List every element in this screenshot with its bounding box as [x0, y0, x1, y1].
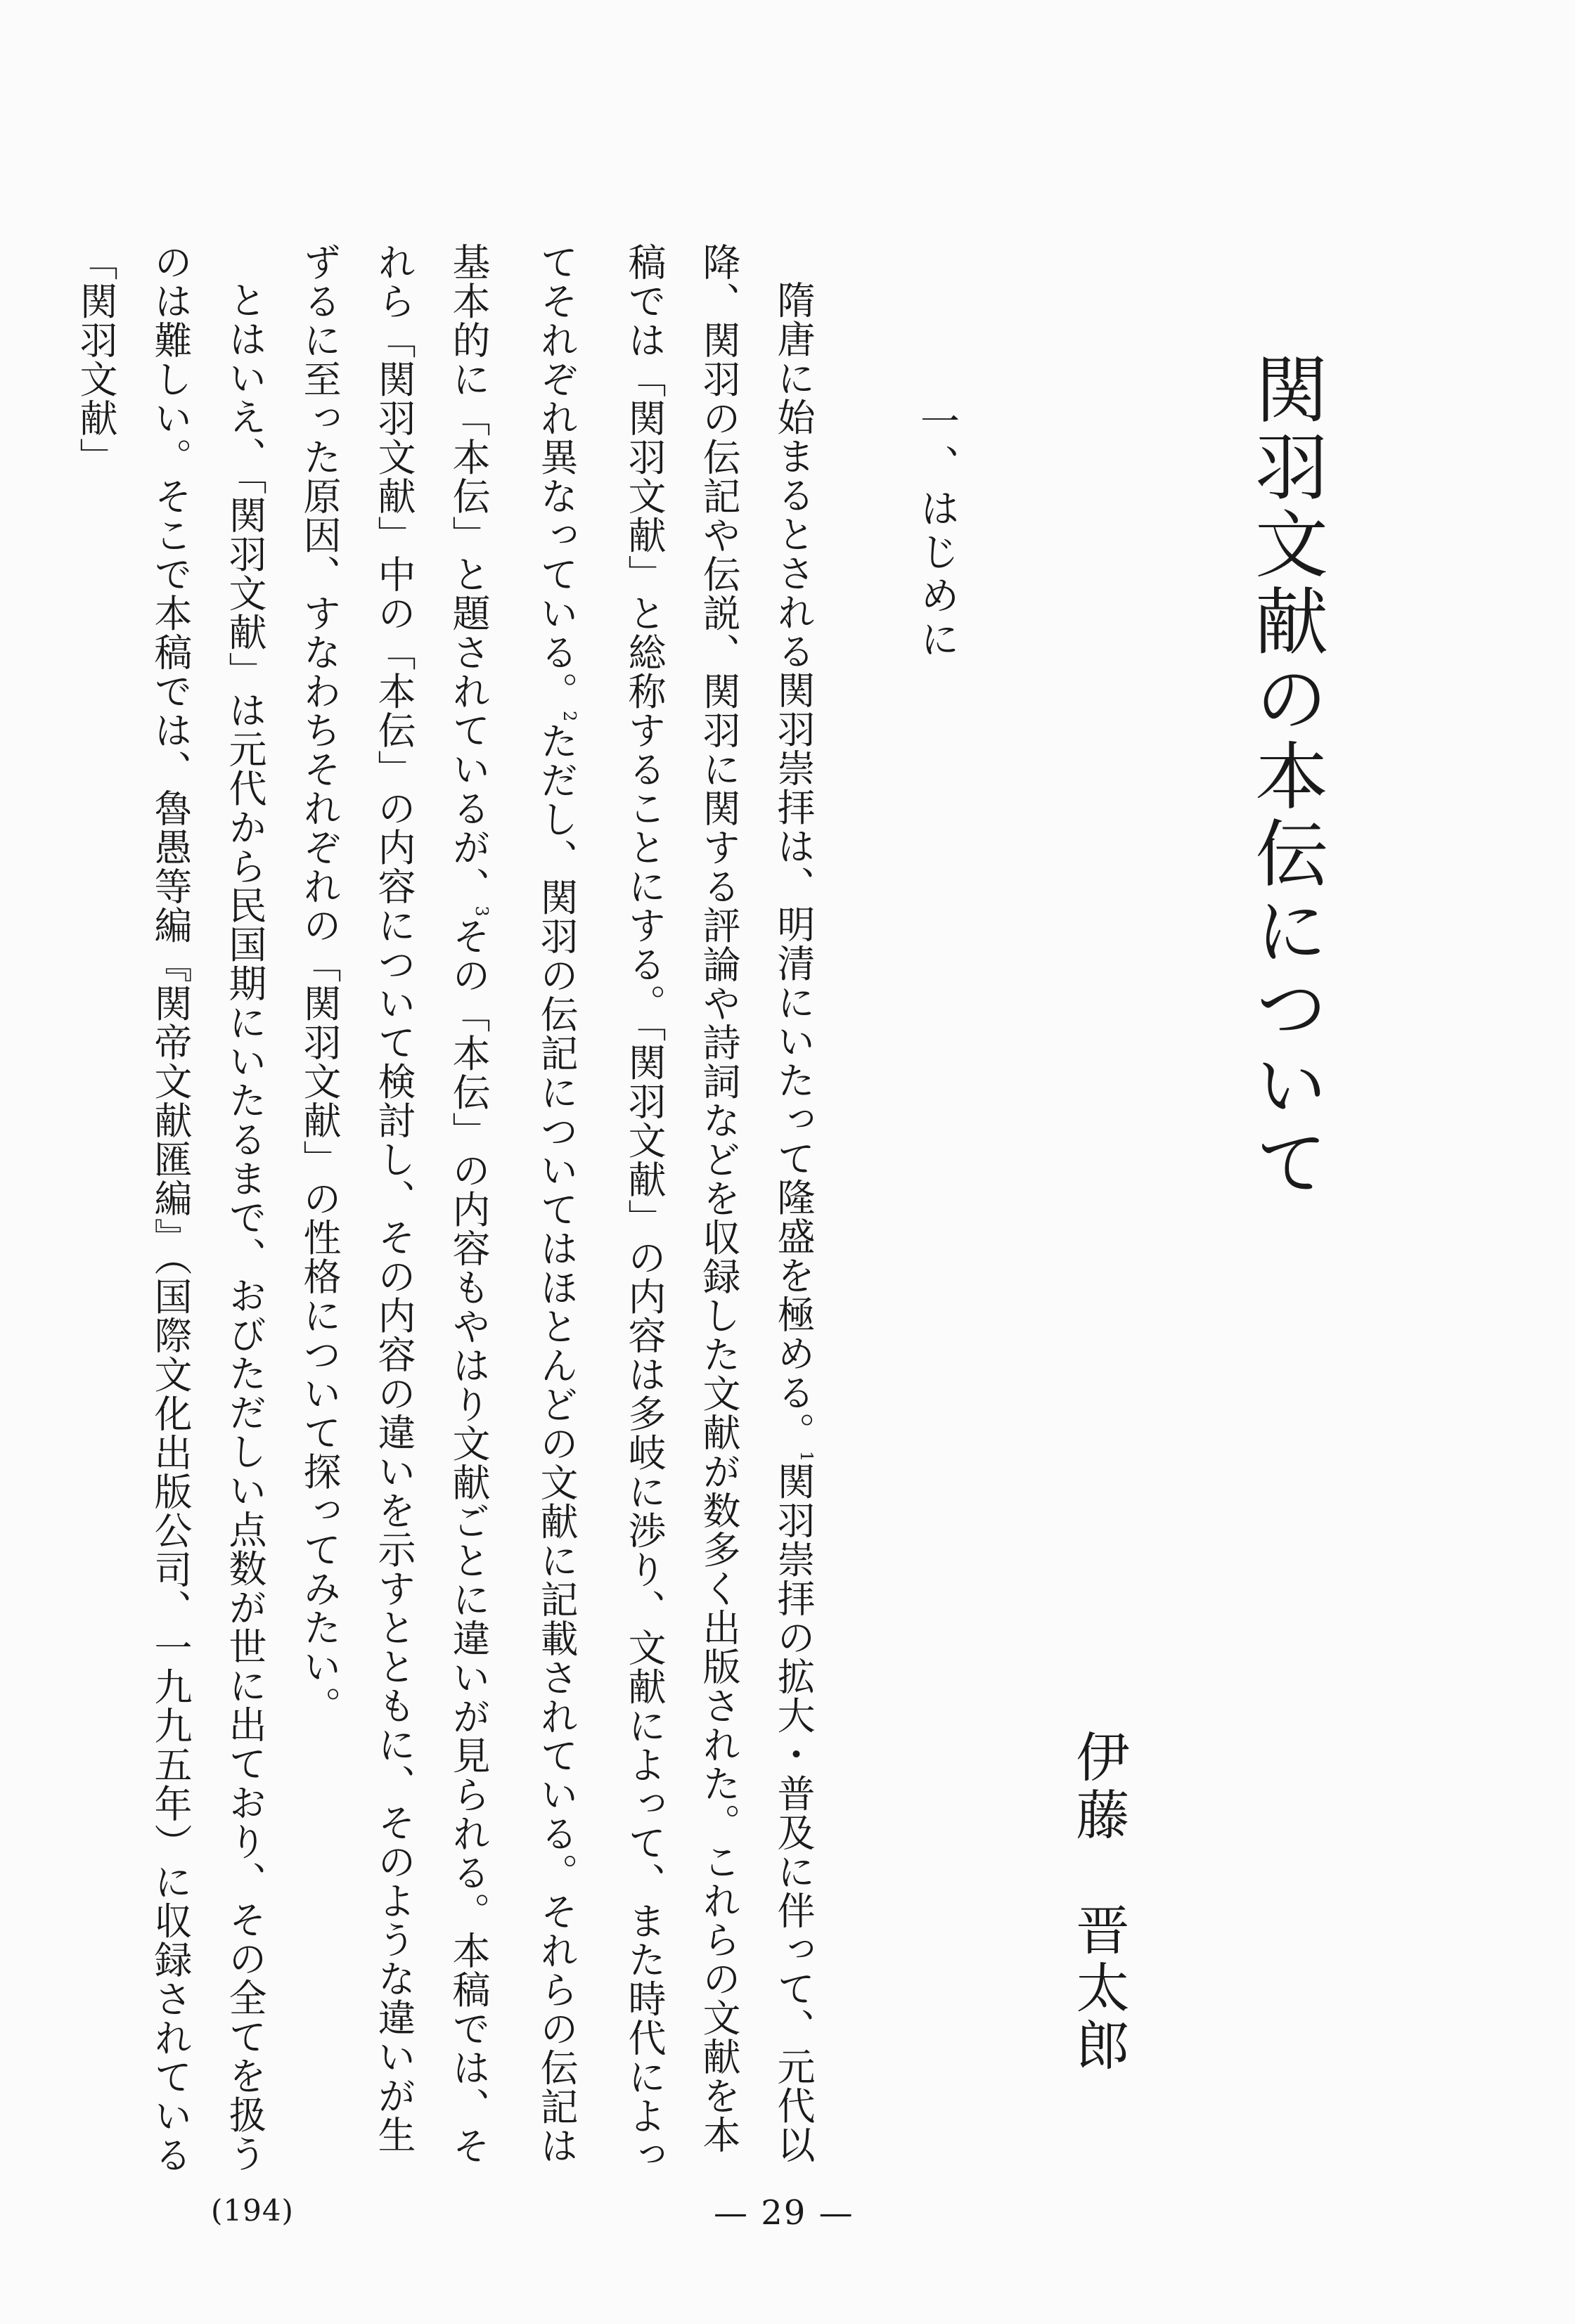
body-text [58, 243, 844, 2190]
text-run: 関羽崇拝の拡大・普及に伴って、元代以降、関羽の伝記や伝説、関羽に関する評論や詩詞などを収録した文献が数多く出版された。これらの文献を本稿では「関羽文献」と総称することにする。「関羽文献」の内容は多岐に渉り、文献によって、また時代によってそれぞれ異なっている。 [534, 243, 816, 2174]
footnote-marker-1: 1 [797, 1451, 816, 1462]
footnote-marker-2: 2 [560, 711, 579, 722]
footnote-marker-3: 3 [472, 905, 491, 917]
page-number: (194) [211, 2193, 294, 2228]
text-run: とはいえ、「関羽文献」は元代から民国期にいたるまで、おびただしい点数が世に出ており、その全てを扱うのは難しい。そこで本稿では、魯愚等編『関帝文献匯編』（国際文化出版公司、一九九五年）に収録されている「関羽文献」 [74, 243, 267, 2174]
text-run: その「本伝」の内容もやはり文献ごとに違いが見られる。本稿では、それら「関羽文献」中の「本伝」の内容について検討し、その内容の違いを示すとともに、そのような違いが生ずるに至った原因、すなわちそれぞれの「関羽文献」の性格について探ってみたい。 [297, 243, 491, 2165]
text-run: 隋唐に始まるとされる関羽崇拝は、明清にいたって隆盛を極める。 [771, 280, 816, 1451]
section-heading: 一、はじめに [914, 401, 960, 662]
folio: — 29 — [714, 2193, 854, 2233]
author-name: 伊藤 晋太郎 [1067, 1729, 1130, 2075]
paragraph-2 [58, 243, 282, 2190]
article-title: 関羽文献の本伝について [1242, 351, 1328, 1202]
paragraph-1 [282, 243, 844, 2190]
text-run: ただし、関羽の伝記についてはほとんどの文献に記載されている。それらの伝記は基本的に「本伝」と題されているが、 [446, 243, 579, 2165]
